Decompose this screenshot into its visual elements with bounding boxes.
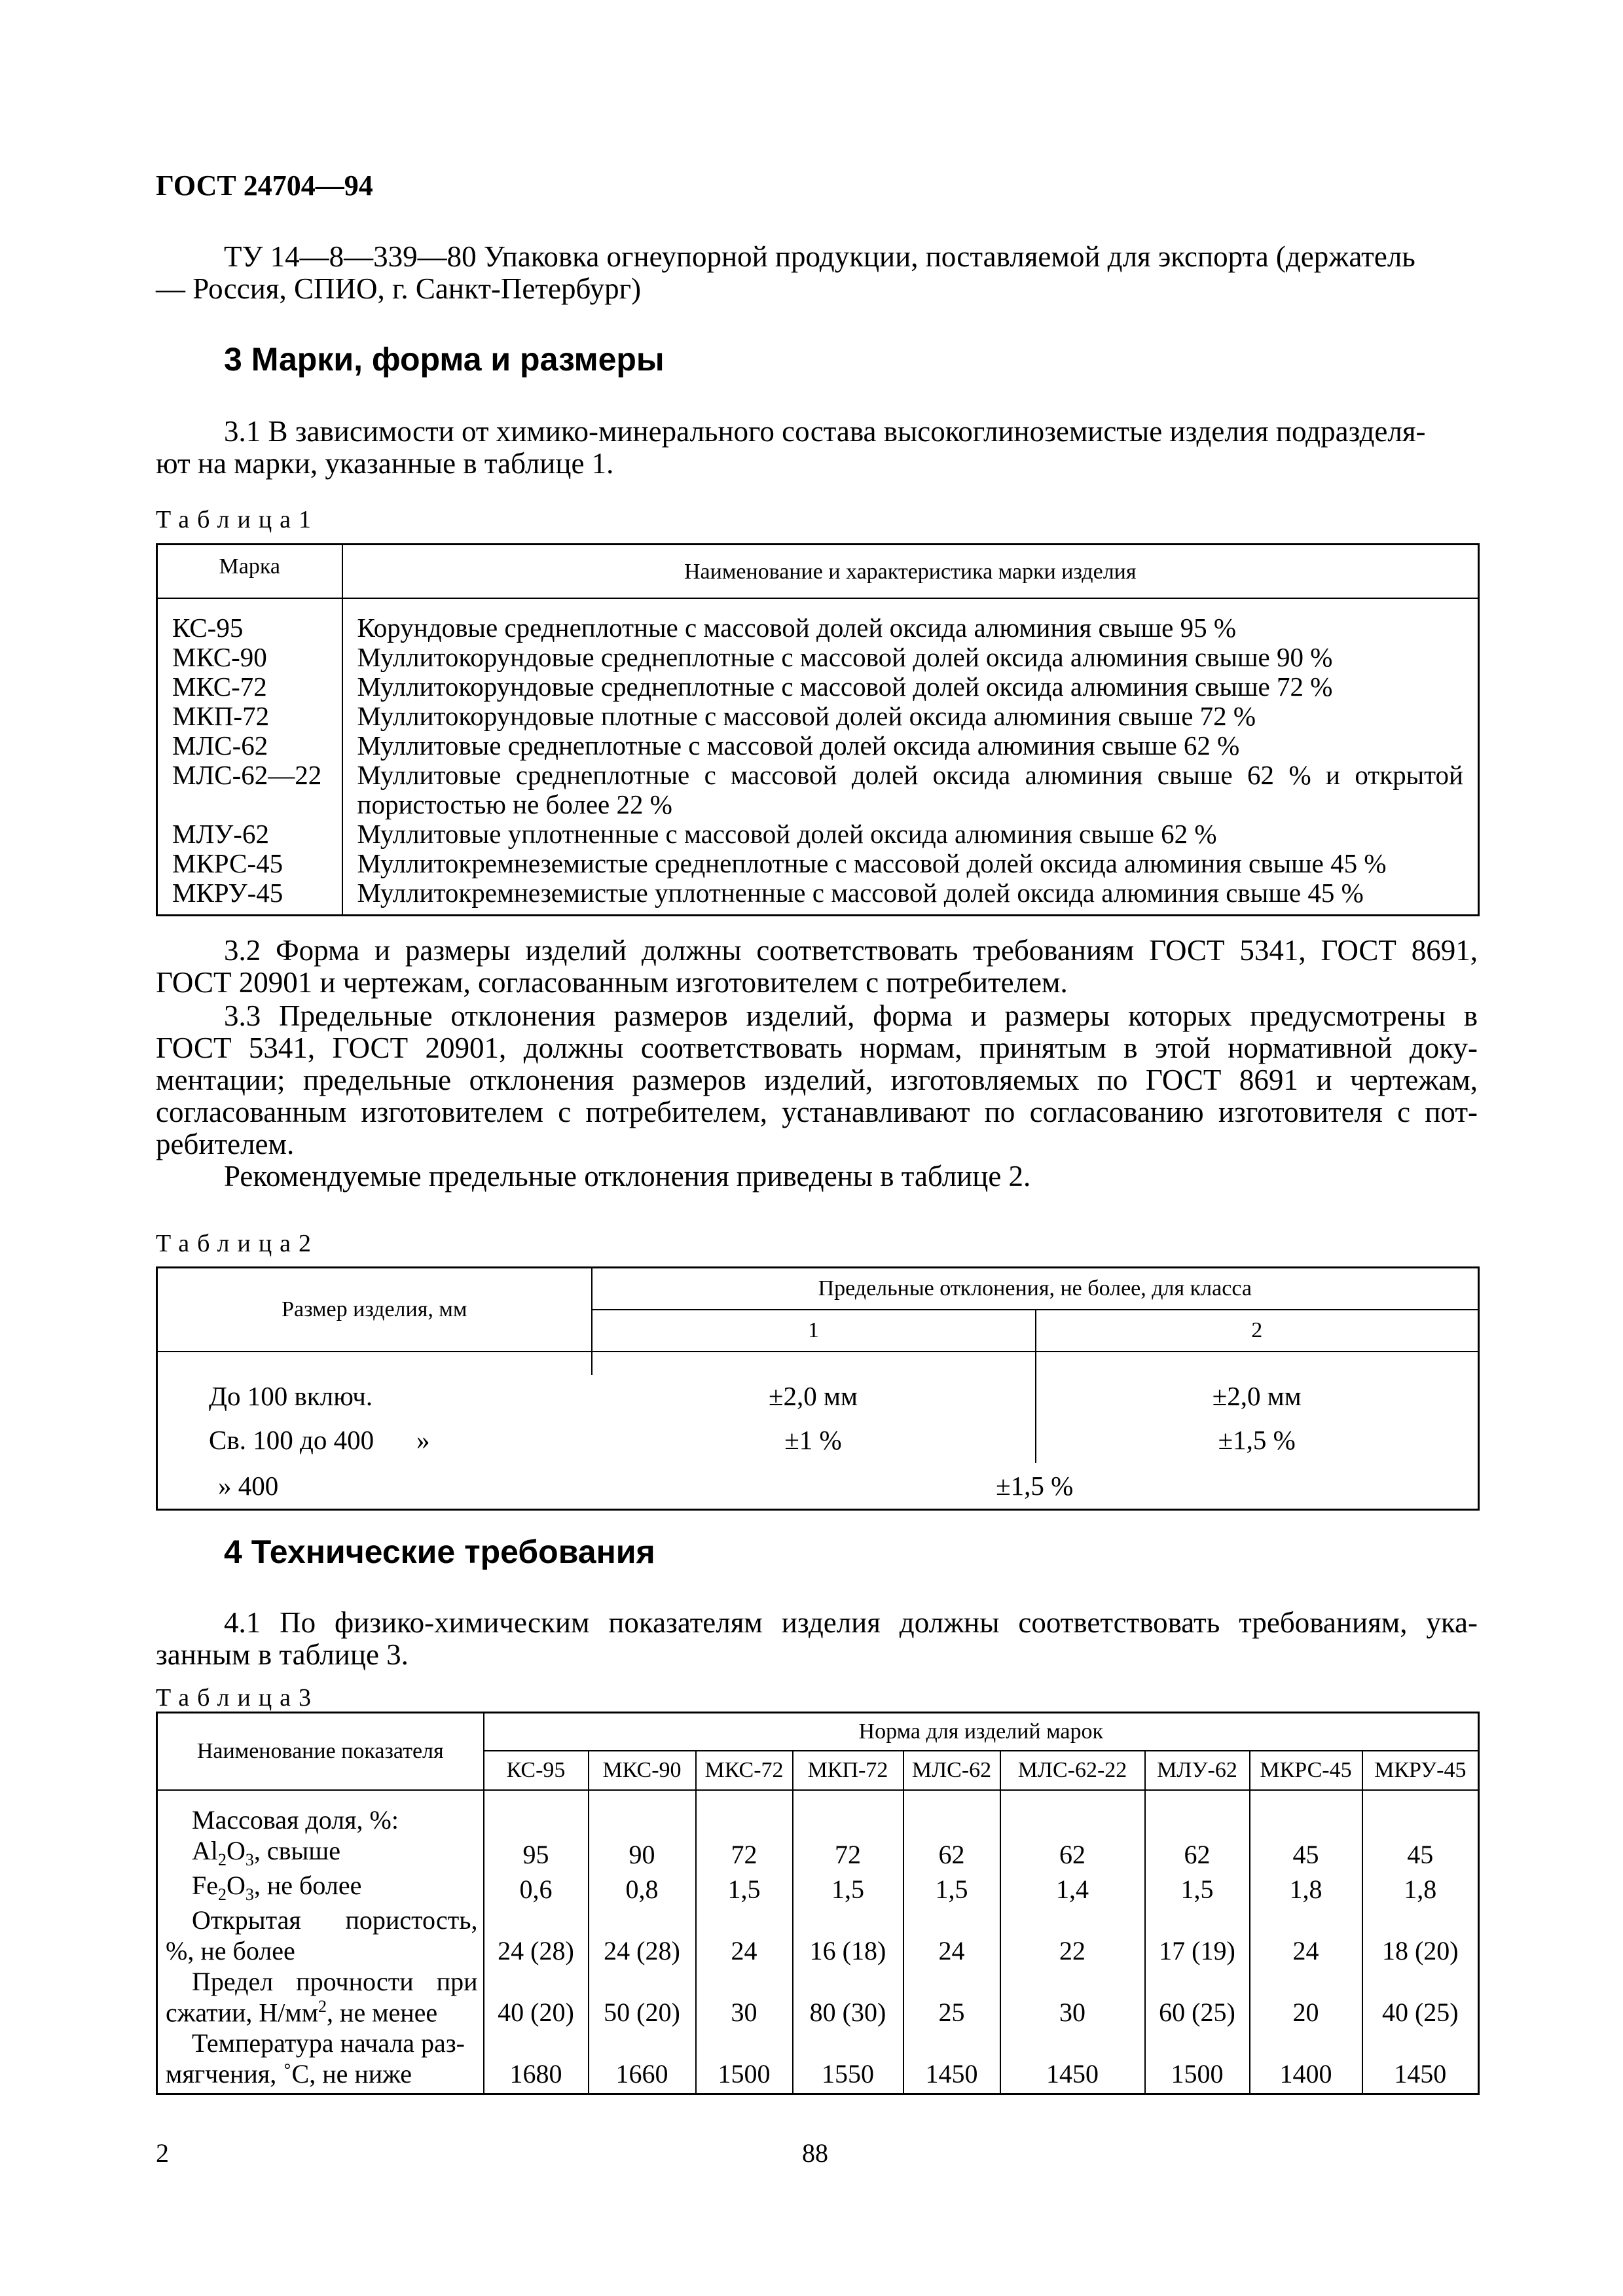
table-2-header-row-1 <box>157 1268 1479 1310</box>
table-1-mark: МЛС-62 <box>157 731 342 761</box>
table-3-caption: Таблица3 <box>156 1684 319 1712</box>
table-3-value: 72 <box>793 1835 903 1870</box>
table-row <box>157 672 1479 702</box>
table-3-value: 62 <box>1145 1835 1250 1870</box>
page-number-center: 88 <box>802 2138 828 2168</box>
table-row <box>157 702 1479 731</box>
paragraph-3-3-line-3: ментации; предельные отклонения размеров изделий, изготовляемых по ГОСТ 8691 и чертежам, <box>156 1064 1478 1096</box>
intro-line-1: ТУ 14—8—339—80 Упаковка огнеупорной продукции, поставляемой для экспорта (держатель <box>224 240 1415 273</box>
table-1-mark: МКП-72 <box>157 702 342 731</box>
table-row <box>157 1463 1479 1510</box>
table-3-value: 1450 <box>1394 2058 1447 2089</box>
table-2-header-class-1: 1 <box>592 1310 1036 1352</box>
table-2-size: » 400 <box>218 1470 279 1501</box>
table-3-value: 18 (20) <box>1381 1935 1459 1965</box>
table-row <box>157 1966 1479 2028</box>
table-1-header-mark: Марка <box>157 545 342 599</box>
table-1-mark: МКРС-45 <box>157 849 342 878</box>
table-3-value: 1400 <box>1250 2028 1362 2094</box>
table-2-size: До 100 включ. <box>209 1380 373 1411</box>
table-3-header-mark: МКП-72 <box>793 1751 903 1790</box>
table-1-mark: МЛС-62—22 <box>157 761 342 819</box>
table-row <box>157 1375 1479 1417</box>
paragraph-3-3-line-4: согласованным изготовителем с потребителем, устанавливают по согласованию изготовителя с пот- <box>156 1096 1478 1128</box>
paragraph-3-3-line-2: ГОСТ 5341, ГОСТ 20901, должны соответствовать нормам, принятым в этой нормативной доку- <box>156 1031 1478 1064</box>
table-3-value: 0,6 <box>484 1870 589 1905</box>
paragraph-3-1 <box>156 416 1478 480</box>
table-3-label-al2o3: $Al_2O_3$, свыше <box>157 1835 484 1870</box>
table-3-label-strength: Предел прочности при сжатии, $Н/мм^2$, не менее <box>157 1966 484 2028</box>
page-number-left: 2 <box>156 2138 169 2168</box>
table-row <box>157 731 1479 761</box>
table-3-header-name: Наименование показателя <box>157 1713 484 1790</box>
table-2-class-2-value: ±2,0 мм <box>1212 1380 1302 1411</box>
table-2-class-2-value: ±1,5 % <box>1218 1424 1296 1455</box>
section-3-heading: 3 Марки, форма и размеры <box>224 341 665 378</box>
paragraph-3-3-line-1: 3.3 Предельные отклонения размеров изделий, форма и размеры которых предусмотрены в <box>224 999 1478 1032</box>
paragraph-3-2 <box>156 935 1478 999</box>
table-1-spacer <box>157 598 1479 613</box>
table-1-mark: МЛУ-62 <box>157 819 342 849</box>
table-3-header-mark: МЛС-62 <box>903 1751 1000 1790</box>
table-2-caption: Таблица2 <box>156 1230 319 1257</box>
table-2-spacer <box>157 1352 1479 1375</box>
table-3-spacer <box>157 1790 1479 1804</box>
table-3-value: 20 <box>1250 1966 1362 2028</box>
table-1-mark: КС-95 <box>157 613 342 643</box>
table-3-value: 22 <box>1000 1905 1145 1966</box>
table-3-label-fe2o3: $Fe_2O_3$, не более <box>157 1870 484 1905</box>
table-1-desc-line-1: Муллитовые среднеплотные с массовой долей оксида алюминия свыше 62 % и открытой <box>357 760 1463 790</box>
table-3-value: 1450 <box>1000 2028 1145 2094</box>
table-row <box>157 878 1479 916</box>
table-1-mark: МКС-90 <box>157 643 342 672</box>
table-1-desc: Муллитовые среднеплотные с массовой долей оксида алюминия свыше 62 % <box>357 730 1240 761</box>
table-3-value: 1680 <box>484 2028 589 2094</box>
table-3-value: 16 (18) <box>793 1905 903 1966</box>
table-3-value: 30 <box>1000 1966 1145 2028</box>
table-1-caption: Таблица1 <box>156 506 319 533</box>
table-1-header-desc: Наименование и характеристика марки изделия <box>342 545 1479 599</box>
table-row <box>157 643 1479 672</box>
table-3-header-mark: МКС-72 <box>696 1751 793 1790</box>
table-2 <box>156 1266 1480 1511</box>
intro-line-2: — Россия, СПИО, г. Санкт-Петербург) <box>156 272 642 305</box>
table-row <box>157 2028 1479 2094</box>
table-3-value: 1,8 <box>1250 1870 1362 1905</box>
table-3-value: 60 (25) <box>1145 1966 1250 2028</box>
table-3-header-row-1 <box>157 1713 1479 1751</box>
paragraph-3-2-line-2: ГОСТ 20901 и чертежам, согласованным изготовителем с потребителем. <box>156 966 1068 999</box>
table-row <box>157 849 1479 878</box>
table-2-class-1-value: ±2,0 мм <box>592 1375 1036 1417</box>
table-1-desc <box>342 761 1479 819</box>
table-3-value: 1500 <box>1145 2028 1250 2094</box>
table-1 <box>156 543 1480 916</box>
table-3-value: 1,5 <box>696 1870 793 1905</box>
table-3-label-porosity: Открытая пористость, %, не более <box>157 1905 484 1966</box>
paragraph-3-3-recommended: Рекомендуемые предельные отклонения приведены в таблице 2. <box>224 1160 1031 1193</box>
table-2-header-group: Предельные отклонения, не более, для класса <box>592 1268 1479 1310</box>
table-1-desc: Муллитовые уплотненные с массовой долей оксида алюминия свыше 62 % <box>357 819 1217 849</box>
table-3-header-mark: КС-95 <box>484 1751 589 1790</box>
document-code: ГОСТ 24704—94 <box>156 170 373 202</box>
table-1-header <box>157 545 1479 599</box>
table-1-desc: Муллитокорундовые среднеплотные с массовой долей оксида алюминия свыше 72 % <box>357 672 1333 702</box>
table-2-class-1-value: ±1 % <box>592 1417 1036 1463</box>
table-row <box>157 819 1479 849</box>
table-2-merged-value: ±1,5 % <box>996 1470 1074 1501</box>
table-1-desc: Муллитокорундовые среднеплотные с массовой долей оксида алюминия свыше 90 % <box>357 642 1333 672</box>
table-1-desc: Корундовые среднеплотные с массовой долей оксида алюминия свыше 95 % <box>357 613 1236 643</box>
table-3-value: 80 (30) <box>793 1966 903 2028</box>
table-3-value: 24 (28) <box>589 1905 696 1966</box>
table-3-value: 95 <box>484 1835 589 1870</box>
table-3-value: 30 <box>696 1966 793 2028</box>
table-3-value: 40 (20) <box>484 1966 589 2028</box>
table-3-value: 62 <box>1000 1835 1145 1870</box>
table-1-desc-line-2: пористостью не более 22 % <box>357 789 672 819</box>
paragraph-3-3-line-5: ребителем. <box>156 1128 295 1160</box>
table-2-header-size: Размер изделия, мм <box>157 1268 592 1352</box>
paragraph-4-1-line-2: занным в таблице 3. <box>156 1638 409 1671</box>
table-3-value: 1,5 <box>793 1870 903 1905</box>
table-1-desc: Муллитокремнеземистые уплотненные с массовой долей оксида алюминия свыше 45 % <box>357 878 1364 908</box>
table-3-value: 17 (19) <box>1145 1905 1250 1966</box>
table-3-value: 1,5 <box>1145 1870 1250 1905</box>
table-3-value: 62 <box>903 1835 1000 1870</box>
table-2-ditto-mark: » <box>416 1424 430 1455</box>
table-row <box>157 1905 1479 1966</box>
table-2-header-class-2: 2 <box>1036 1310 1479 1352</box>
table-3-header-mark: МКРС-45 <box>1250 1751 1362 1790</box>
table-3-value: 1,8 <box>1404 1874 1437 1904</box>
section-4-heading: 4 Технические требования <box>224 1534 655 1570</box>
table-row <box>157 613 1479 643</box>
table-3-value: 0,8 <box>589 1870 696 1905</box>
table-3-value: 24 <box>1250 1905 1362 1966</box>
paragraph-3-2-line-1: 3.2 Форма и размеры изделий должны соответствовать требованиям ГОСТ 5341, ГОСТ 8691, <box>224 934 1478 967</box>
table-3-value: 24 <box>903 1905 1000 1966</box>
table-3-value: 1,4 <box>1000 1870 1145 1905</box>
table-3-header-mark: МЛУ-62 <box>1145 1751 1250 1790</box>
table-3-label-temperature: Температура начала раз- мягчения, ˚С, не ниже <box>157 2028 484 2094</box>
table-1-mark: МКС-72 <box>157 672 342 702</box>
table-1-desc: Муллитокорундовые плотные с массовой долей оксида алюминия свыше 72 % <box>357 701 1256 731</box>
table-3-label-mass: Массовая доля, %: <box>157 1804 484 1835</box>
paragraph-4-1 <box>156 1607 1478 1671</box>
table-row <box>157 1870 1479 1905</box>
table-3-value: 45 <box>1250 1835 1362 1870</box>
intro-paragraph <box>156 241 1478 305</box>
table-3-value: 40 (25) <box>1381 1997 1459 2027</box>
table-1-desc: Муллитокремнеземистые среднеплотные с массовой долей оксида алюминия свыше 45 % <box>357 848 1387 878</box>
table-row <box>157 1835 1479 1870</box>
paragraph-3-3 <box>156 1000 1478 1193</box>
table-3-value: 24 <box>696 1905 793 1966</box>
table-3-value: 1660 <box>589 2028 696 2094</box>
table-3-value: 90 <box>589 1835 696 1870</box>
table-3-value: 1500 <box>696 2028 793 2094</box>
table-row <box>157 1804 1479 1835</box>
table-row <box>157 1417 1479 1463</box>
table-3-value: 1550 <box>793 2028 903 2094</box>
table-2-size-label: Св. 100 до 400 <box>209 1424 374 1455</box>
table-1-mark: МКРУ-45 <box>157 878 342 916</box>
paragraph-3-1-line-1: 3.1 В зависимости от химико-минерального состава высокоглиноземистые изделия подразделя- <box>224 415 1426 448</box>
table-3-value: 1450 <box>903 2028 1000 2094</box>
table-row <box>157 761 1479 819</box>
table-2-size <box>157 1417 592 1463</box>
table-3 <box>156 1712 1480 2095</box>
table-3-value: 72 <box>696 1835 793 1870</box>
table-3-value: 45 <box>1407 1839 1434 1869</box>
table-3-value: 50 (20) <box>589 1966 696 2028</box>
table-3-value: 1,5 <box>903 1870 1000 1905</box>
paragraph-4-1-line-1: 4.1 По физико-химическим показателям изделия должны соответствовать требованиям, ука- <box>224 1606 1478 1639</box>
table-3-header-mark: МКС-90 <box>589 1751 696 1790</box>
paragraph-3-1-line-2: ют на марки, указанные в таблице 1. <box>156 447 614 480</box>
table-3-value: 25 <box>903 1966 1000 2028</box>
table-3-header-mark: МЛС-62-22 <box>1000 1751 1145 1790</box>
table-3-header-mark: МКРУ-45 <box>1362 1751 1479 1790</box>
table-3-value: 24 (28) <box>484 1905 589 1966</box>
table-3-header-group: Норма для изделий марок <box>484 1713 1479 1751</box>
